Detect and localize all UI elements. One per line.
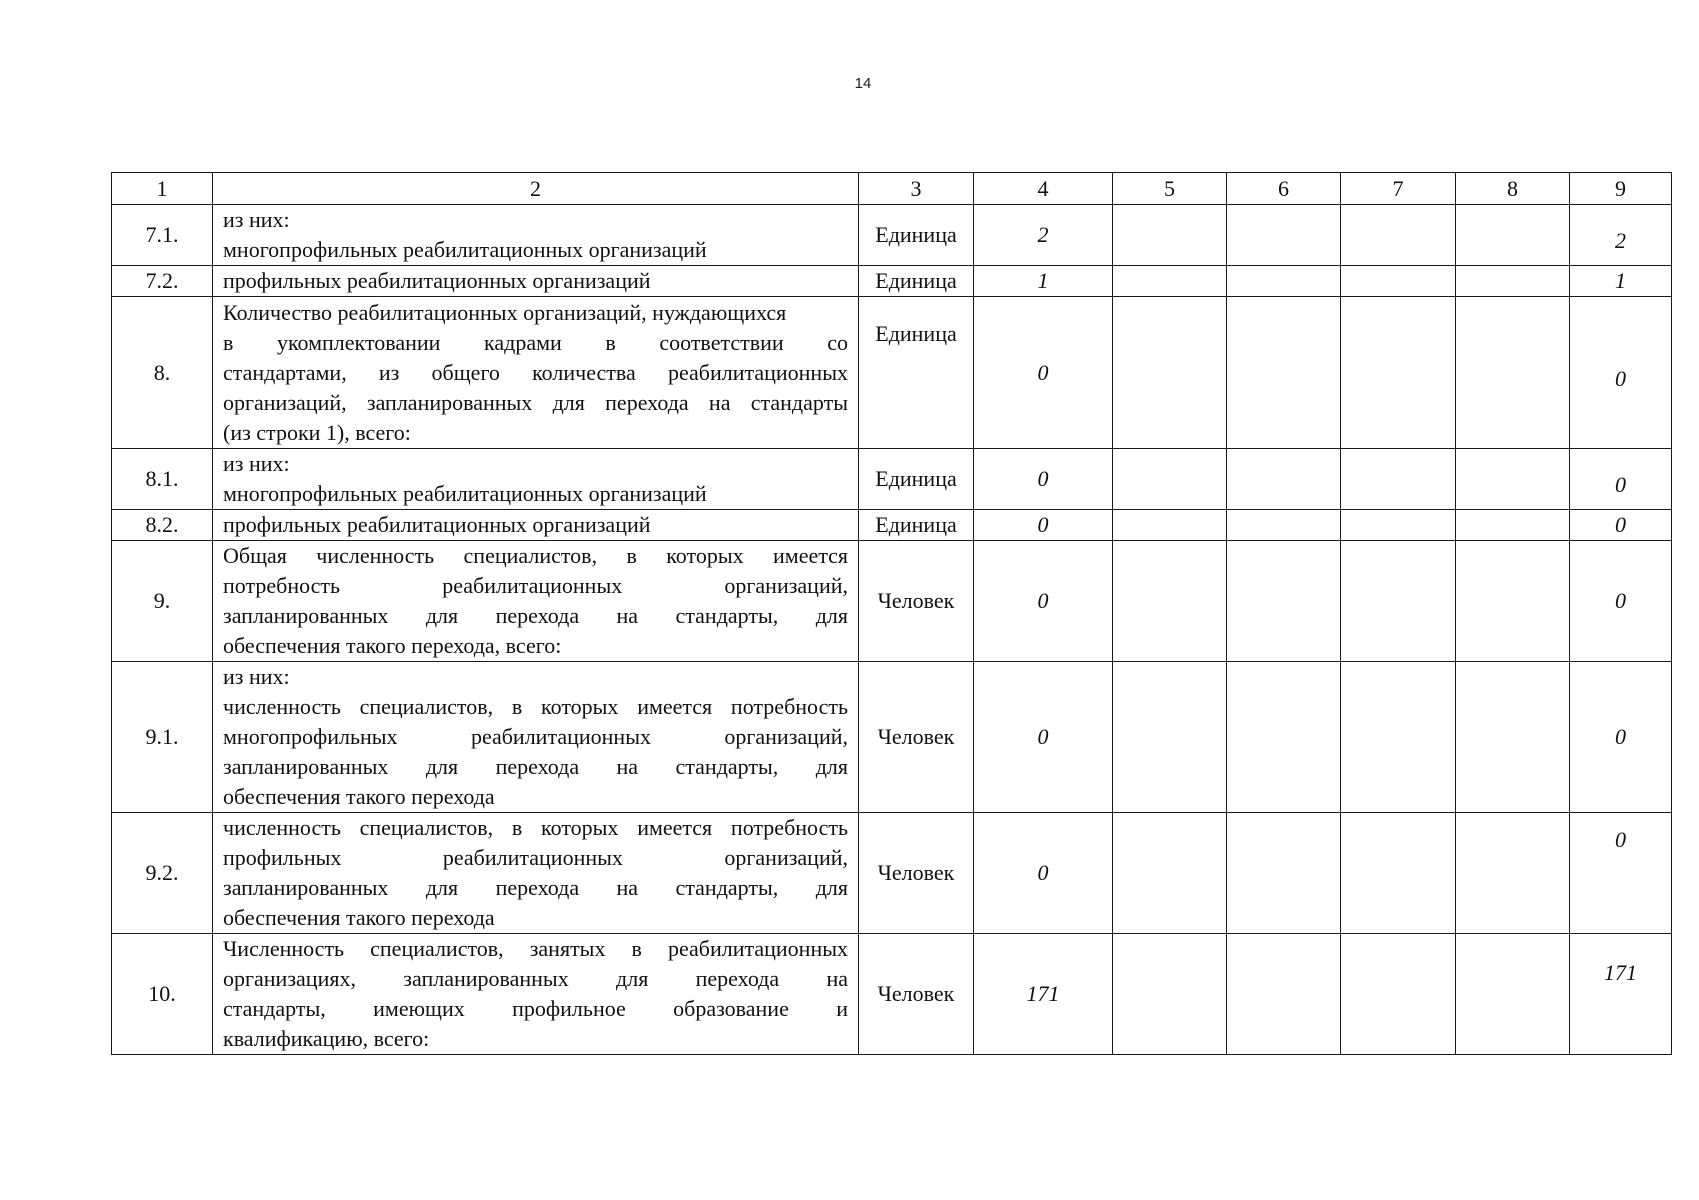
- row-description: [213, 541, 859, 662]
- row-col5-value: [1113, 205, 1227, 266]
- row-col7-value: [1341, 449, 1456, 510]
- row-col4-value: 0: [974, 813, 1113, 934]
- description-line: организациях, запланированных для перехода на: [223, 966, 848, 991]
- row-description: [213, 662, 859, 813]
- row-description: [213, 297, 859, 449]
- row-col9-value: 0: [1570, 510, 1672, 541]
- row-col6-value: [1227, 297, 1341, 449]
- row-col7-value: [1341, 510, 1456, 541]
- row-col8-value: [1456, 266, 1570, 297]
- page-number: 14: [854, 75, 872, 92]
- row-col4-value: 171: [974, 934, 1113, 1055]
- row-col6-value: [1227, 510, 1341, 541]
- table-row: [112, 510, 1672, 541]
- row-col4-value: 0: [974, 297, 1113, 449]
- row-unit: Единица: [859, 297, 974, 449]
- row-col8-value: [1456, 662, 1570, 813]
- row-col8-value: [1456, 297, 1570, 449]
- data-table: [111, 172, 1672, 1055]
- row-description: [213, 813, 859, 934]
- row-col6-value: [1227, 541, 1341, 662]
- header-cell: 8: [1456, 173, 1570, 205]
- description-line: профильных реабилитационных организаций: [223, 512, 651, 537]
- row-col4-value: 0: [974, 662, 1113, 813]
- table-row: [112, 541, 1672, 662]
- description-line: многопрофильных реабилитационных организаций: [223, 237, 707, 262]
- description-line: организаций, запланированных для перехода на стандарты: [223, 389, 848, 415]
- table-row: [112, 934, 1672, 1055]
- description-line: профильных реабилитационных организаций,: [223, 845, 848, 870]
- header-row: [112, 173, 1672, 205]
- row-col7-value: [1341, 205, 1456, 266]
- row-col5-value: [1113, 662, 1227, 813]
- description-line: запланированных для перехода на стандарты, для: [223, 754, 848, 779]
- row-col9-value: 171: [1570, 934, 1672, 1055]
- row-description: [213, 449, 859, 510]
- row-unit: Единица: [859, 449, 974, 510]
- row-col5-value: [1113, 541, 1227, 662]
- description-line: обеспечения такого перехода: [223, 905, 495, 930]
- description-line: многопрофильных реабилитационных организаций: [223, 481, 707, 506]
- description-line: стандарты, имеющих профильное образование и: [223, 996, 848, 1021]
- description-line: в укомплектовании кадрами в соответствии со: [223, 329, 848, 355]
- description-line: численность специалистов, в которых имеется потребность: [223, 694, 848, 719]
- header-cell: 5: [1113, 173, 1227, 205]
- row-col9-value: 2: [1570, 205, 1672, 266]
- row-col6-value: [1227, 266, 1341, 297]
- row-col7-value: [1341, 813, 1456, 934]
- description-line: стандартами, из общего количества реабилитационных: [223, 359, 848, 385]
- description-line: из них:: [223, 664, 290, 689]
- row-col5-value: [1113, 813, 1227, 934]
- description-line: из них:: [223, 451, 290, 476]
- row-col9-value: 0: [1570, 813, 1672, 934]
- description-line: Общая численность специалистов, в которых имеется: [223, 543, 848, 568]
- row-col9-value: 0: [1570, 662, 1672, 813]
- row-col6-value: [1227, 813, 1341, 934]
- header-cell: 7: [1341, 173, 1456, 205]
- row-description: [213, 266, 859, 297]
- header-cell: 3: [859, 173, 974, 205]
- row-unit: Человек: [859, 934, 974, 1055]
- row-number: 8.2.: [112, 510, 213, 541]
- header-cell: 4: [974, 173, 1113, 205]
- header-cell: 2: [213, 173, 859, 205]
- description-line: квалификацию, всего:: [223, 1026, 430, 1051]
- row-col9-value: 0: [1570, 297, 1672, 449]
- description-line: численность специалистов, в которых имеется потребность: [223, 815, 848, 840]
- row-col7-value: [1341, 541, 1456, 662]
- row-col4-value: 2: [974, 205, 1113, 266]
- row-col9-value: 0: [1570, 449, 1672, 510]
- description-line: (из строки 1), всего:: [223, 419, 411, 445]
- description-line: Численность специалистов, занятых в реабилитационных: [223, 936, 848, 961]
- table-row: [112, 449, 1672, 510]
- row-col8-value: [1456, 813, 1570, 934]
- table-row: [112, 662, 1672, 813]
- table-row: [112, 813, 1672, 934]
- row-unit: Человек: [859, 541, 974, 662]
- row-col5-value: [1113, 934, 1227, 1055]
- row-col6-value: [1227, 934, 1341, 1055]
- row-col8-value: [1456, 934, 1570, 1055]
- row-number: 9.2.: [112, 813, 213, 934]
- row-col8-value: [1456, 510, 1570, 541]
- header-cell: 1: [112, 173, 213, 205]
- row-col5-value: [1113, 297, 1227, 449]
- row-col5-value: [1113, 266, 1227, 297]
- row-number: 9.: [112, 541, 213, 662]
- row-col8-value: [1456, 541, 1570, 662]
- row-col9-value: 1: [1570, 266, 1672, 297]
- row-col7-value: [1341, 934, 1456, 1055]
- row-col5-value: [1113, 510, 1227, 541]
- row-unit: Человек: [859, 662, 974, 813]
- row-col6-value: [1227, 449, 1341, 510]
- row-number: 8.: [112, 297, 213, 449]
- description-line: профильных реабилитационных организаций: [223, 268, 651, 293]
- table-row: [112, 297, 1672, 449]
- row-unit: Человек: [859, 813, 974, 934]
- table-row: [112, 205, 1672, 266]
- description-line: обеспечения такого перехода, всего:: [223, 633, 562, 658]
- header-cell: 9: [1570, 173, 1672, 205]
- row-col6-value: [1227, 662, 1341, 813]
- row-col4-value: 0: [974, 510, 1113, 541]
- row-col9-value: 0: [1570, 541, 1672, 662]
- table-row: [112, 266, 1672, 297]
- description-line: Количество реабилитационных организаций, нуждающихся: [223, 299, 787, 325]
- row-col8-value: [1456, 205, 1570, 266]
- row-col7-value: [1341, 662, 1456, 813]
- row-description: [213, 205, 859, 266]
- row-col4-value: 0: [974, 449, 1113, 510]
- row-description: [213, 510, 859, 541]
- description-line: потребность реабилитационных организаций,: [223, 573, 848, 598]
- row-number: 10.: [112, 934, 213, 1055]
- row-number: 7.2.: [112, 266, 213, 297]
- description-line: обеспечения такого перехода: [223, 784, 495, 809]
- row-description: [213, 934, 859, 1055]
- row-unit: Единица: [859, 205, 974, 266]
- row-unit: Единица: [859, 510, 974, 541]
- row-col7-value: [1341, 297, 1456, 449]
- row-number: 9.1.: [112, 662, 213, 813]
- row-col5-value: [1113, 449, 1227, 510]
- row-col4-value: 1: [974, 266, 1113, 297]
- row-number: 8.1.: [112, 449, 213, 510]
- header-cell: 6: [1227, 173, 1341, 205]
- row-col7-value: [1341, 266, 1456, 297]
- description-line: запланированных для перехода на стандарты, для: [223, 603, 848, 628]
- row-col6-value: [1227, 205, 1341, 266]
- row-number: 7.1.: [112, 205, 213, 266]
- row-col8-value: [1456, 449, 1570, 510]
- description-line: из них:: [223, 207, 290, 232]
- description-line: многопрофильных реабилитационных организаций,: [223, 724, 848, 749]
- row-col4-value: 0: [974, 541, 1113, 662]
- row-unit: Единица: [859, 266, 974, 297]
- description-line: запланированных для перехода на стандарты, для: [223, 875, 848, 900]
